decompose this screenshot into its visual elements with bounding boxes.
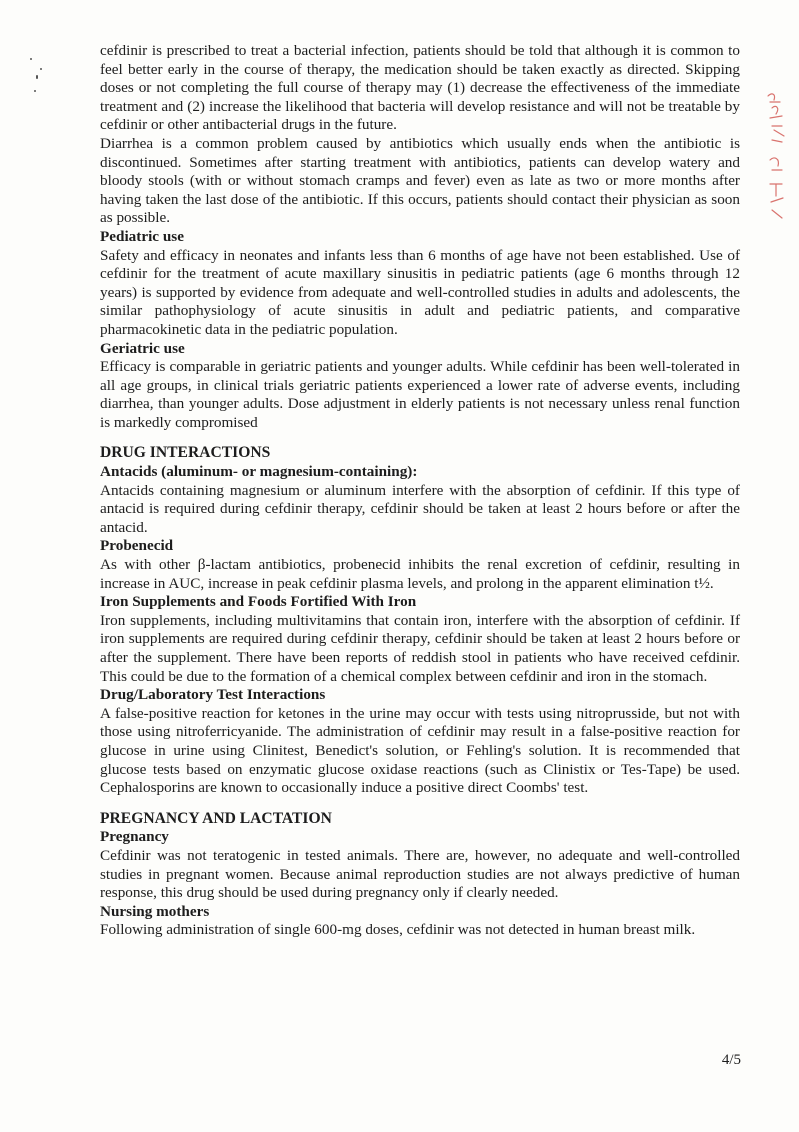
pregnancy-lactation-title: PREGNANCY AND LACTATION (100, 809, 332, 827)
geriatric-use-heading: Geriatric use (100, 339, 185, 357)
pediatric-use-text: Safety and efficacy in neonates and infants less than 6 months of age have not been established. Use of cefdinir for the treatment of acute maxillary sinusitis in pediatric patients (age 6 months through 12 years) is supported by evidence from adequate and well-controlled studies in adults and adolescents, the similar pathophysiology of acute sinusitis in adult and pediatric patients, and comparative pharmacokinetic data in the pediatric population. (100, 246, 740, 338)
pregnancy-text: Cefdinir was not teratogenic in tested animals. There are, however, no adequate and well-controlled studies in pregnant women. Because animal reproduction studies are not always predictive of human response, this drug should be used during pregnancy only if clearly needed. (100, 846, 740, 902)
pregnancy-heading: Pregnancy (100, 828, 169, 846)
antacids-heading: Antacids (aluminum- or magnesium-containing): (100, 463, 418, 481)
nursing-mothers-text: Following administration of single 600-mg doses, cefdinir was not detected in human breast milk. (100, 921, 696, 939)
pediatric-use-heading: Pediatric use (100, 227, 184, 245)
document-body (100, 42, 740, 940)
nursing-mothers-heading: Nursing mothers (100, 902, 210, 920)
probenecid-text: As with other β-lactam antibiotics, probenecid inhibits the renal excretion of cefdinir, resulting in increase in AUC, increase in peak cefdinir plasma levels, and prolong in the apparent elimination t½. (100, 556, 740, 592)
lab-test-interactions-text: A false-positive reaction for ketones in the urine may occur with tests using nitroprusside, but not with those using nitroferricyanide. The administration of cefdinir may result in a false-positive reaction for glucose in urine using Clinitest, Benedict's solution, or Fehling's solution. It is recommended that glucose tests based on enzymatic glucose oxidase reactions (such as Clinistix or Tes-Tape) be used. Cephalosporins are known to occasionally induce a positive direct Coombs' test. (100, 704, 740, 797)
lab-test-interactions-heading: Drug/Laboratory Test Interactions (100, 686, 326, 704)
diarrhea-paragraph: Diarrhea is a common problem caused by antibiotics which usually ends when the antibiotic is discontinued. Sometimes after starting treatment with antibiotics, patients can develop watery and bloody stools (with or without stomach cramps and fever) even as late as two or more months after having taken the last dose of the antibiotic. If this occurs, patients should contact their physician as soon as possible. (100, 134, 740, 227)
iron-supplements-heading: Iron Supplements and Foods Fortified With Iron (100, 593, 417, 611)
iron-supplements-text: Iron supplements, including multivitamins that contain iron, interfere with the absorption of cefdinir. If iron supplements are required during cefdinir therapy, cefdinir should be taken at least 2 hours before or after the supplement. There have been reports of reddish stool in patients who have received cefdinir. This could be due to the formation of a chemical complex between cefdinir and iron in the stomach. (100, 611, 740, 685)
probenecid-heading: Probenecid (100, 537, 174, 555)
handwritten-margin-note (762, 88, 792, 238)
intro-paragraph: cefdinir is prescribed to treat a bacterial infection, patients should be told that although it is common to feel better early in the course of therapy, the medication should be taken exactly as directed. Skipping doses or not completing the full course of therapy may (1) decrease the effectiveness of the immediate treatment and (2) increase the likelihood that bacteria will develop resistance and will not be treatable by cefdinir or other antibacterial drugs in the future. (100, 42, 740, 134)
drug-interactions-title: DRUG INTERACTIONS (100, 444, 271, 462)
antacids-text: Antacids containing magnesium or aluminum interfere with the absorption of cefdinir. If this type of antacid is required during cefdinir therapy, cefdinir should be taken at least 2 hours before or after the antacid. (100, 481, 740, 536)
page-number: 4/5 (721, 1052, 741, 1068)
geriatric-use-text: Efficacy is comparable in geriatric patients and younger adults. While cefdinir has been well-tolerated in all age groups, in clinical trials geriatric patients experienced a lower rate of adverse events, including diarrhea, than younger adults. Dose adjustment in elderly patients is not necessary unless renal function is markedly compromised (100, 358, 740, 431)
